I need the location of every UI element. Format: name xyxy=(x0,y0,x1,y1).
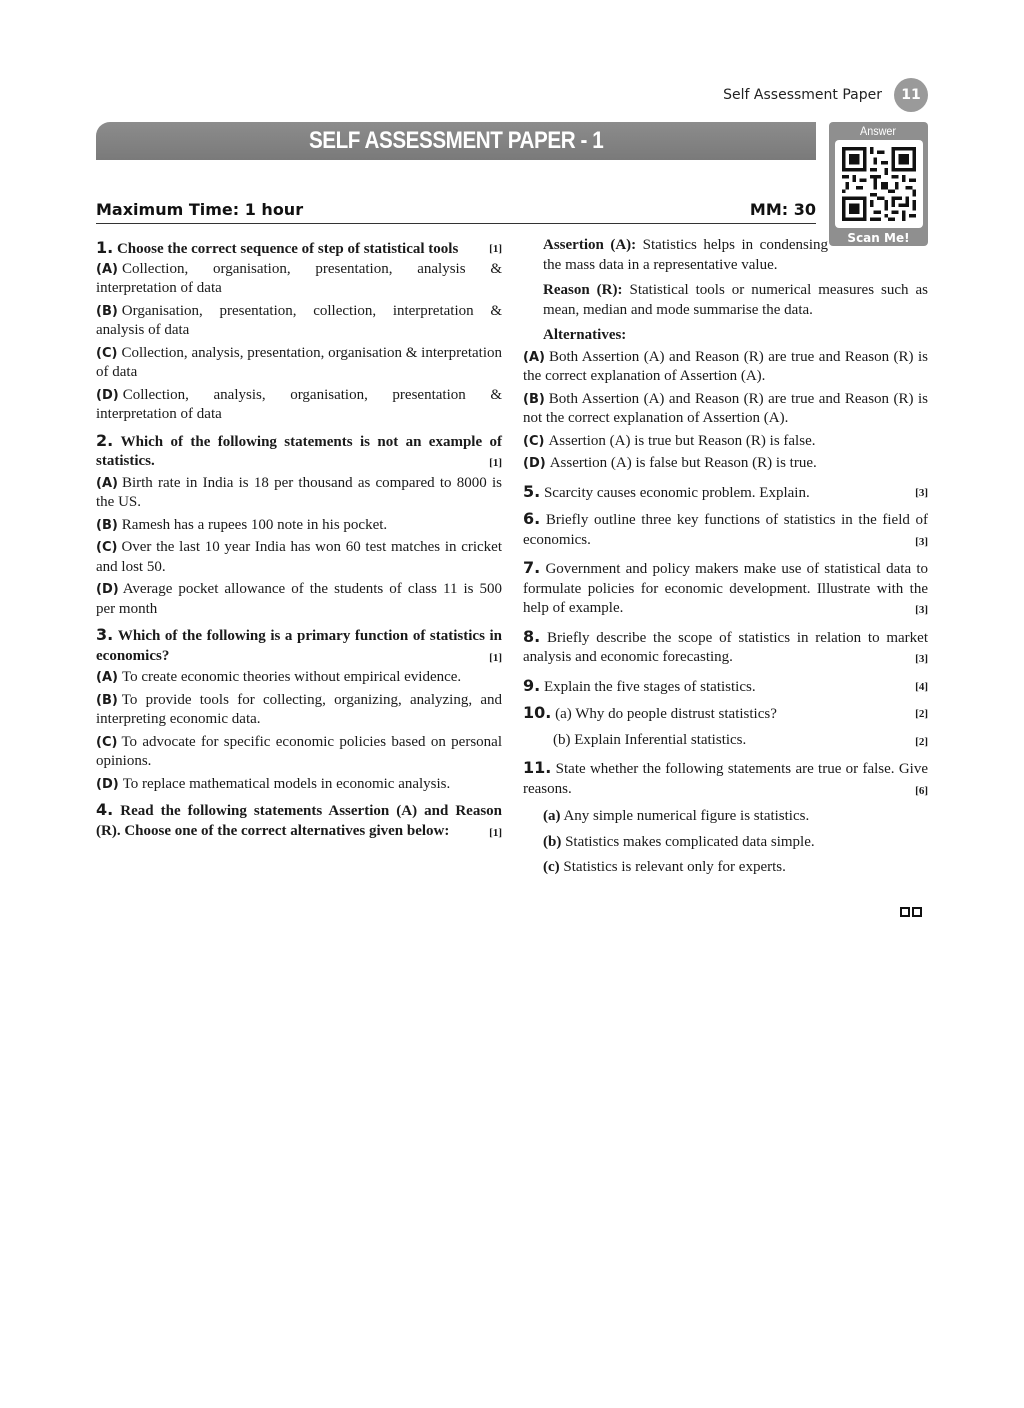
title-banner xyxy=(96,122,816,160)
reason-statement xyxy=(523,281,928,320)
option-label: (A) xyxy=(96,475,118,491)
max-marks: MM: 30 xyxy=(749,199,816,219)
option-text: To advocate for specific economic policies based on personal opinions. xyxy=(96,733,502,769)
marks-label: [1] xyxy=(489,243,502,255)
option xyxy=(96,344,502,383)
marks-label: [3] xyxy=(915,535,928,548)
option xyxy=(96,691,502,730)
sub-label: (a) xyxy=(543,808,561,824)
question-text: Briefly outline three key functions of statistics in the field of economics. xyxy=(523,512,928,548)
marks-label: [1] xyxy=(489,651,502,664)
sub-part xyxy=(523,833,928,853)
question-number: 3. xyxy=(96,625,114,644)
end-of-paper-icon xyxy=(900,907,922,917)
assertion-label: Assertion (A): xyxy=(543,237,637,253)
option-text: To provide tools for collecting, organizing, analyzing, and interpreting economic data. xyxy=(96,691,502,727)
option-text: Collection, analysis, presentation, organisation & interpretation of data xyxy=(96,344,502,380)
sub-label: (b) xyxy=(543,833,562,850)
option-label: (B) xyxy=(96,303,118,319)
question-10b xyxy=(523,731,928,753)
option xyxy=(96,538,502,577)
sub-text: Statistics makes complicated data simple. xyxy=(565,833,815,850)
question-number: 6. xyxy=(523,509,541,528)
option-label: (C) xyxy=(96,734,118,750)
option-text: Birth rate in India is 18 per thousand as compared to 8000 is the US. xyxy=(96,474,502,510)
question-text: (a) Why do people distrust statistics? xyxy=(555,706,777,722)
question-number: 4. xyxy=(96,800,114,819)
option-label: (D) xyxy=(96,582,119,597)
qr-scan-label: Scan Me! xyxy=(847,231,910,245)
meta-divider xyxy=(96,223,816,224)
question-number: 10. xyxy=(523,703,552,722)
question-text: Which of the following statements is not an example of statistics. xyxy=(96,433,502,469)
qr-code-icon xyxy=(835,140,923,228)
question-11 xyxy=(523,758,928,801)
option-label: (C) xyxy=(96,540,118,555)
option xyxy=(96,260,502,299)
question-10 xyxy=(523,703,928,752)
marks-label: [2] xyxy=(915,735,928,748)
paper-title: SELF ASSESSMENT PAPER - 1 xyxy=(308,127,604,154)
question-7 xyxy=(523,558,928,621)
option xyxy=(96,516,502,536)
option-text: Both Assertion (A) and Reason (R) are true and Reason (R) is not the correct explanation of Assertion (A). xyxy=(523,390,928,426)
option xyxy=(96,775,502,795)
sub-part xyxy=(523,807,928,827)
option-text: To create economic theories without empirical evidence. xyxy=(121,669,462,685)
question-text: Government and policy makers make use of statistical data to formulate policies for economic development. Illustrate with the help of example. xyxy=(523,561,928,616)
question-text: (b) Explain Inferential statistics. xyxy=(553,731,747,748)
question-number: 1. xyxy=(96,238,114,257)
question-text: Which of the following is a primary function of statistics in economics? xyxy=(96,628,502,664)
question-text: State whether the following statements are true or false. Give reasons. xyxy=(523,761,928,797)
option-text: Ramesh has a rupees 100 note in his pocket. xyxy=(121,516,388,533)
question-number: 11. xyxy=(523,758,552,777)
option xyxy=(96,386,502,425)
option xyxy=(96,302,502,341)
question-1 xyxy=(96,238,502,425)
question-text: Choose the correct sequence of step of statistical tools xyxy=(116,241,459,257)
option-text: Organisation, presentation, collection, interpretation & analysis of data xyxy=(96,302,502,338)
alternative xyxy=(523,454,928,474)
marks-label: [4] xyxy=(915,680,928,693)
option-text: Average pocket allowance of the students of class 11 is 500 per month xyxy=(96,581,502,617)
question-text: Explain the five stages of statistics. xyxy=(543,678,756,695)
question-number: 7. xyxy=(523,558,541,577)
max-time: Maximum Time: 1 hour xyxy=(96,199,304,219)
option-text: To replace mathematical models in economic analysis. xyxy=(122,775,451,792)
option xyxy=(96,580,502,619)
marks-label: [3] xyxy=(915,653,928,665)
alternative xyxy=(523,432,928,452)
question-text: Briefly describe the scope of statistics in relation to market analysis and economic forecasting. xyxy=(523,629,928,665)
option-text: Assertion (A) is true but Reason (R) is false. xyxy=(548,432,816,449)
sub-text: Statistics is relevant only for experts. xyxy=(563,859,786,875)
question-number: 9. xyxy=(523,675,541,695)
option-text: Collection, organisation, presentation, analysis & interpretation of data xyxy=(96,260,502,296)
alternatives-heading: Alternatives: xyxy=(543,327,627,343)
page-number-badge: 11 xyxy=(894,78,928,112)
option-label: (C) xyxy=(523,433,545,449)
option-label: (D) xyxy=(96,776,119,792)
reason-text: Statistical tools or numerical measures such as mean, median and mode summarise the data. xyxy=(543,282,928,318)
option-text: Both Assertion (A) and Reason (R) are true and Reason (R) is the correct explanation of Assertion (A). xyxy=(523,348,928,384)
running-header xyxy=(723,80,928,110)
question-4 xyxy=(96,800,502,843)
marks-label: [6] xyxy=(915,784,928,797)
option-label: (A) xyxy=(96,261,118,277)
alternative xyxy=(523,348,928,387)
question-3 xyxy=(96,625,502,794)
option xyxy=(96,733,502,772)
marks-label: [1] xyxy=(489,457,502,469)
question-number: 2. xyxy=(96,430,114,450)
option-label: (D) xyxy=(96,387,119,403)
marks-label: [3] xyxy=(915,604,928,616)
question-8 xyxy=(523,627,928,670)
answer-qr-box[interactable] xyxy=(829,122,928,246)
option-text: Over the last 10 year India has won 60 test matches in cricket and lost 50. xyxy=(96,539,502,575)
option-label: (A) xyxy=(523,349,545,365)
right-column xyxy=(523,236,928,884)
assertion-text: Statistics helps in condensing the mass data in a representative value. xyxy=(543,237,829,273)
running-title: Self Assessment Paper xyxy=(723,87,882,103)
question-6 xyxy=(523,509,928,552)
option-text: Collection, analysis, organisation, presentation & interpretation of data xyxy=(96,386,502,422)
paper-meta xyxy=(96,196,816,222)
sub-label: (c) xyxy=(543,859,560,875)
reason-label: Reason (R): xyxy=(543,282,623,298)
sub-part xyxy=(523,858,928,878)
question-number: 8. xyxy=(523,626,541,646)
assertion-statement xyxy=(523,236,928,275)
left-column xyxy=(96,238,502,849)
question-5 xyxy=(523,482,928,504)
question-9 xyxy=(523,676,928,698)
question-2 xyxy=(96,431,502,620)
sub-text: Any simple numerical figure is statistics. xyxy=(563,808,810,824)
question-number: 5. xyxy=(523,481,541,501)
marks-label: [2] xyxy=(915,708,928,720)
question-text: Read the following statements Assertion (A) and Reason (R). Choose one of the correct alternatives given below: xyxy=(96,803,503,839)
option-label: (B) xyxy=(523,391,545,407)
option-label: (D) xyxy=(523,456,546,471)
alternative xyxy=(523,390,928,429)
marks-label: [1] xyxy=(489,826,502,839)
option-label: (B) xyxy=(96,692,118,708)
option-label: (A) xyxy=(96,670,118,685)
qr-top-label: Answer xyxy=(860,124,897,138)
question-text: Scarcity causes economic problem. Explain. xyxy=(543,484,810,501)
option-text: Assertion (A) is false but Reason (R) is true. xyxy=(549,455,817,471)
option-label: (C) xyxy=(96,345,118,361)
marks-label: [3] xyxy=(915,486,928,499)
option-label: (B) xyxy=(96,517,118,533)
option xyxy=(96,474,502,513)
option xyxy=(96,668,502,688)
